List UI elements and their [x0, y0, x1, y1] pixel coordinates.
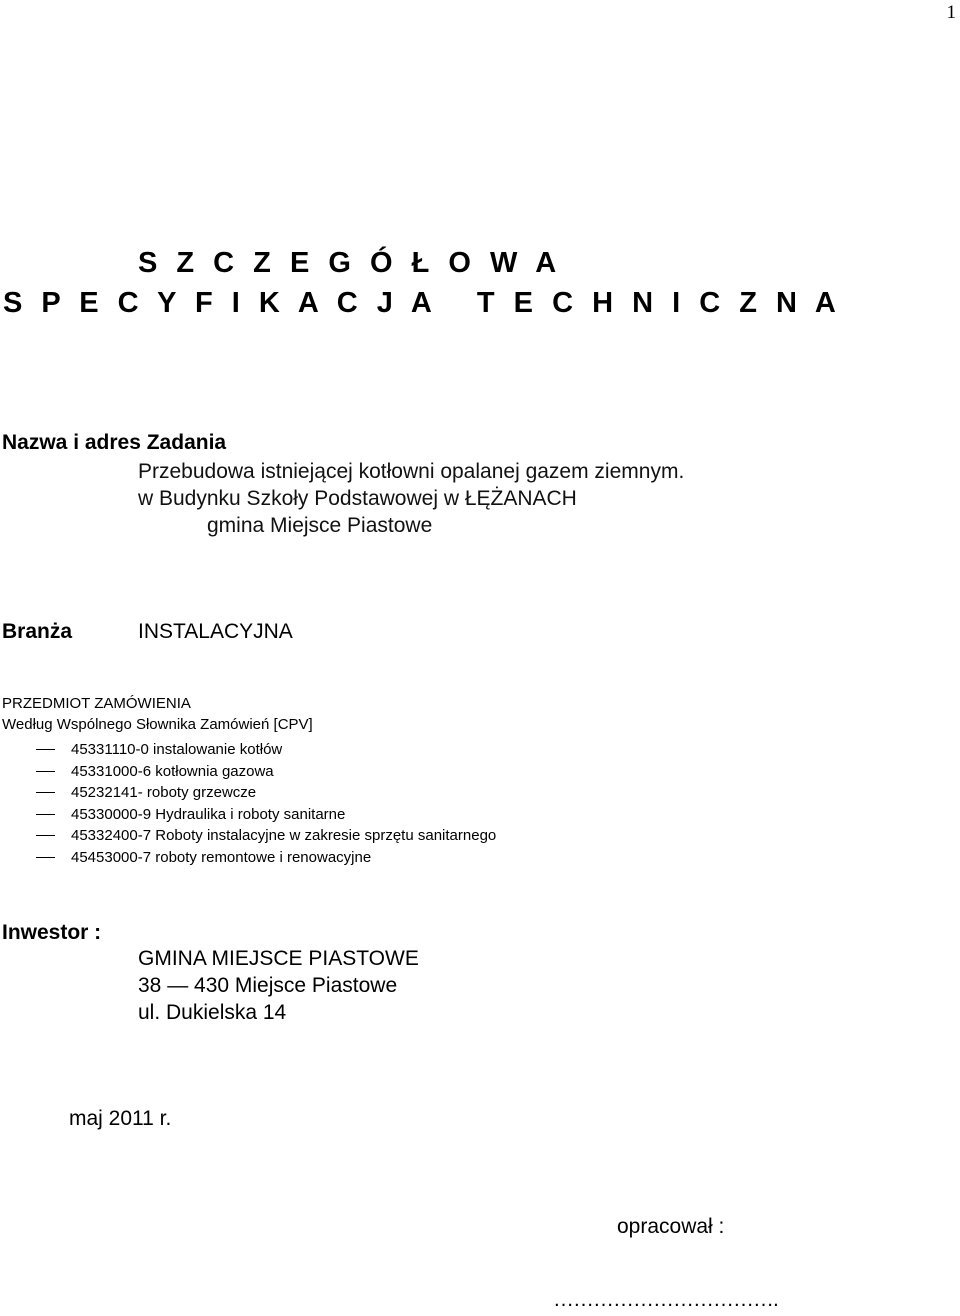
- signature-line: …………………………….: [553, 1288, 778, 1311]
- investor-name: GMINA MIEJSCE PIASTOWE: [138, 947, 419, 970]
- page-number: 1: [946, 2, 956, 23]
- dash-bullet: [36, 749, 55, 750]
- cpv-code-text: 45330000-9 Hydraulika i roboty sanitarne: [71, 805, 346, 823]
- task-name-label: Nazwa i adres Zadania: [2, 431, 227, 454]
- investor-street-address: ul. Dukielska 14: [138, 1001, 287, 1024]
- cpv-code-text: 45331000-6 kotłownia gazowa: [71, 762, 274, 780]
- dash-bullet: [36, 771, 55, 772]
- document-title-line-2: S P E C Y F I K A C J A T E C H N I C Z N A: [3, 287, 842, 319]
- dash-bullet: [36, 857, 55, 858]
- dash-bullet: [36, 835, 55, 836]
- investor-postal-address: 38 — 430 Miejsce Piastowe: [138, 974, 398, 997]
- document-date: maj 2011 r.: [69, 1107, 172, 1130]
- dash-bullet: [36, 792, 55, 793]
- cpv-dictionary-note: Według Wspólnego Słownika Zamówień [CPV]: [2, 716, 313, 733]
- document-title-line-1: S Z C Z E G Ó Ł O W A: [138, 247, 562, 279]
- dash-bullet: [36, 814, 55, 815]
- order-subject-heading: PRZEDMIOT ZAMÓWIENIA: [2, 695, 191, 712]
- task-building-line: w Budynku Szkoły Podstawowej w ŁĘŻANACH: [138, 487, 577, 510]
- branch-label: Branża: [2, 620, 73, 643]
- investor-label: Inwestor :: [2, 921, 102, 944]
- cpv-code-text: 45453000-7 roboty remontowe i renowacyjne: [71, 848, 372, 866]
- prepared-by-label: opracował :: [617, 1215, 725, 1238]
- cpv-code-text: 45232141- roboty grzewcze: [71, 784, 257, 801]
- branch-value: INSTALACYJNA: [138, 620, 293, 643]
- cpv-code-text: 45331110-0 instalowanie kotłów: [71, 741, 283, 758]
- task-municipality-line: gmina Miejsce Piastowe: [207, 514, 433, 537]
- cpv-code-text: 45332400-7 Roboty instalacyjne w zakresie sprzętu sanitarnego: [71, 827, 497, 844]
- task-description-line: Przebudowa istniejącej kotłowni opalanej gazem ziemnym.: [138, 460, 685, 483]
